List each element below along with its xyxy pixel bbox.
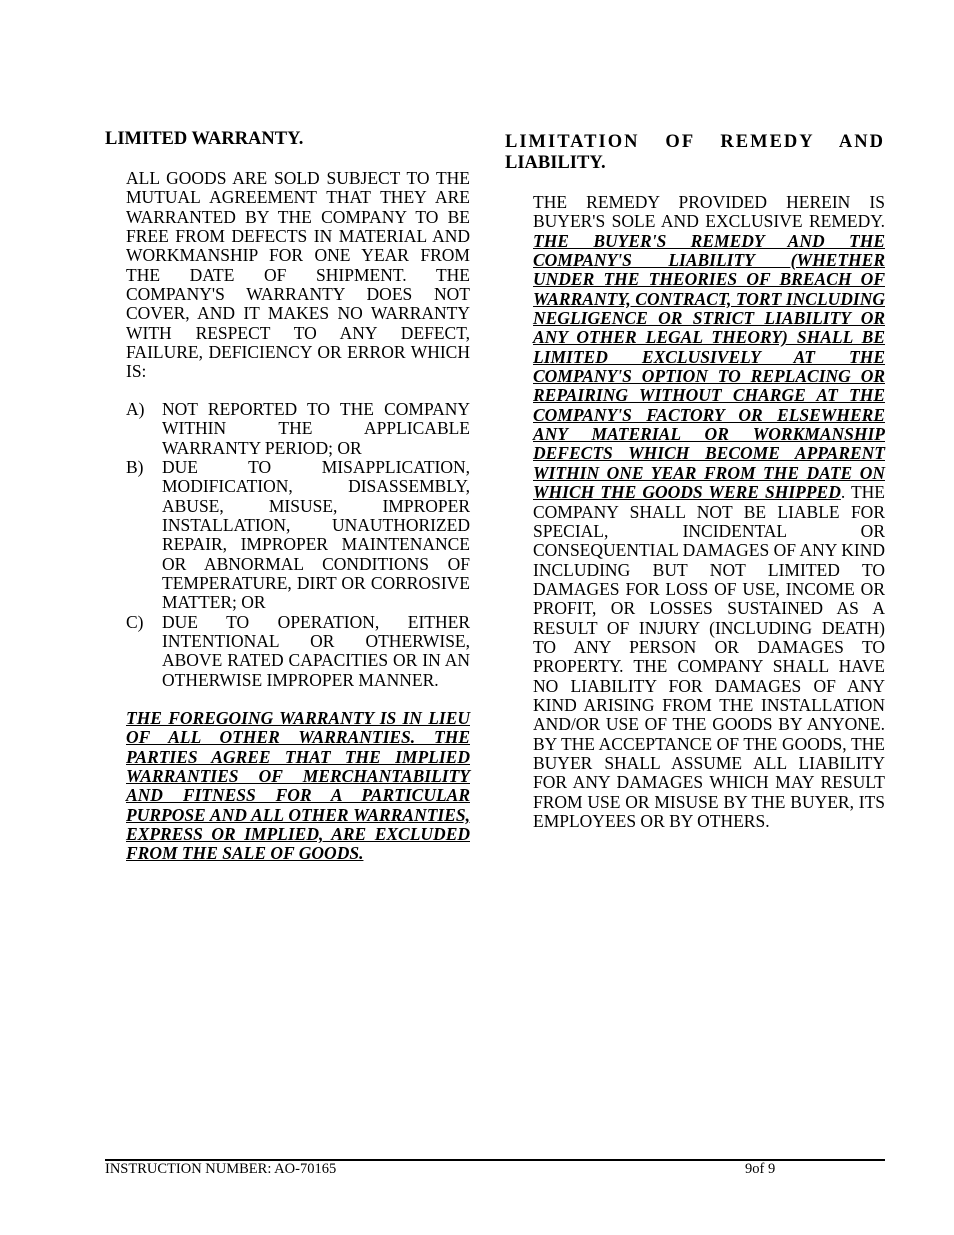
warranty-exclusions-list xyxy=(126,400,470,690)
warranty-disclaimer: THE FOREGOING WARRANTY IS IN LIEU OF ALL OTHER WARRANTIES. THE PARTIES AGREE THAT THE IMPLIED WARRANTIES OF MERCHANTABILITY AND FITNESS FOR A PARTICULAR PURPOSE AND ALL OTHER WARRANTIES, EXPRESS OR IMPLIED, ARE EXCLUDED FROM THE SALE OF GOODS. xyxy=(126,708,470,864)
instruction-number: INSTRUCTION NUMBER: AO-70165 xyxy=(105,1161,337,1177)
page-number: 9of 9 xyxy=(745,1161,776,1177)
limitation-heading-line2: LIABILITY. xyxy=(505,153,606,173)
list-marker: A) xyxy=(126,399,145,419)
list-item xyxy=(126,400,470,458)
list-item-text: DUE TO OPERATION, EITHER INTENTIONAL OR OTHERWISE, ABOVE RATED CAPACITIES OR IN AN OTHERWISE IMPROPER MANNER. xyxy=(162,611,470,690)
limitation-paragraph xyxy=(533,193,885,831)
list-item-text: NOT REPORTED TO THE COMPANY WITHIN THE APPLICABLE WARRANTY PERIOD; OR xyxy=(162,399,470,458)
limited-warranty-heading: LIMITED WARRANTY. xyxy=(105,129,304,149)
list-item-text: DUE TO MISAPPLICATION, MODIFICATION, DISASSEMBLY, ABUSE, MISUSE, IMPROPER INSTALLATION, UNAUTHORIZED REPAIR, IMPROPER MAINTENANCE OR ABNORMAL CONDITIONS OF TEMPERATURE, DIRT OR CORROSIVE MATTER; OR xyxy=(162,457,470,613)
list-marker: B) xyxy=(126,457,144,478)
list-item xyxy=(126,613,470,690)
limitation-heading-line1: LIMITATION OF REMEDY AND xyxy=(505,132,885,152)
limitation-heading xyxy=(505,132,885,174)
list-marker: C) xyxy=(126,611,144,632)
limitation-lead-text: THE REMEDY PROVIDED HEREIN IS BUYER'S SOLE AND EXCLUSIVE REMEDY. xyxy=(533,192,885,232)
limitation-rest-text: . THE COMPANY SHALL NOT BE LIABLE FOR SPECIAL, INCIDENTAL OR CONSEQUENTIAL DAMAGES OF ANY KIND INCLUDING BUT NOT LIMITED TO DAMAGES FOR LOSS OF USE, INCOME OR PROFIT, OR LOSSES SUSTAINED AS A RESULT OF INJURY (INCLUDING DEATH) TO ANY PERSON OR DAMAGES TO PROPERTY. THE COMPANY SHALL HAVE NO LIABILITY FOR DAMAGES OF ANY KIND ARISING FROM THE INSTALLATION AND/OR USE OF THE GOODS BY ANYONE. BY THE ACCEPTANCE OF THE GOODS, THE BUYER SHALL ASSUME ALL LIABILITY FOR ANY DAMAGES WHICH MAY RESULT FROM USE OR MISUSE BY THE BUYER, ITS EMPLOYEES OR BY OTHERS. xyxy=(533,482,885,831)
list-item xyxy=(126,458,470,613)
limitation-emphasis-text: THE BUYER'S REMEDY AND THE COMPANY'S LIABILITY (WHETHER UNDER THE THEORIES OF BREACH OF WARRANTY, CONTRACT, TORT INCLUDING NEGLIGENCE OR STRICT LIABILITY OR ANY OTHER LEGAL THEORY) SHALL BE LIMITED EXCLUSIVELY AT THE COMPANY'S OPTION TO REPLACING OR REPAIRING WITHOUT CHARGE AT THE COMPANY'S FACTORY OR ELSEWHERE ANY MATERIAL OR WORKMANSHIP DEFECTS WHICH BECOME APPARENT WITHIN ONE YEAR FROM THE DATE ON WHICH THE GOODS WERE SHIPPED xyxy=(533,230,885,503)
warranty-intro-paragraph: ALL GOODS ARE SOLD SUBJECT TO THE MUTUAL AGREEMENT THAT THEY ARE WARRANTED BY THE COMPANY TO BE FREE FROM DEFECTS IN MATERIAL AND WORKMANSHIP FOR ONE YEAR FROM THE DATE OF SHIPMENT. THE COMPANY'S WARRANTY DOES NOT COVER, AND IT MAKES NO WARRANTY WITH RESPECT TO ANY DEFECT, FAILURE, DEFICIENCY OR ERROR WHICH IS: xyxy=(126,168,470,382)
